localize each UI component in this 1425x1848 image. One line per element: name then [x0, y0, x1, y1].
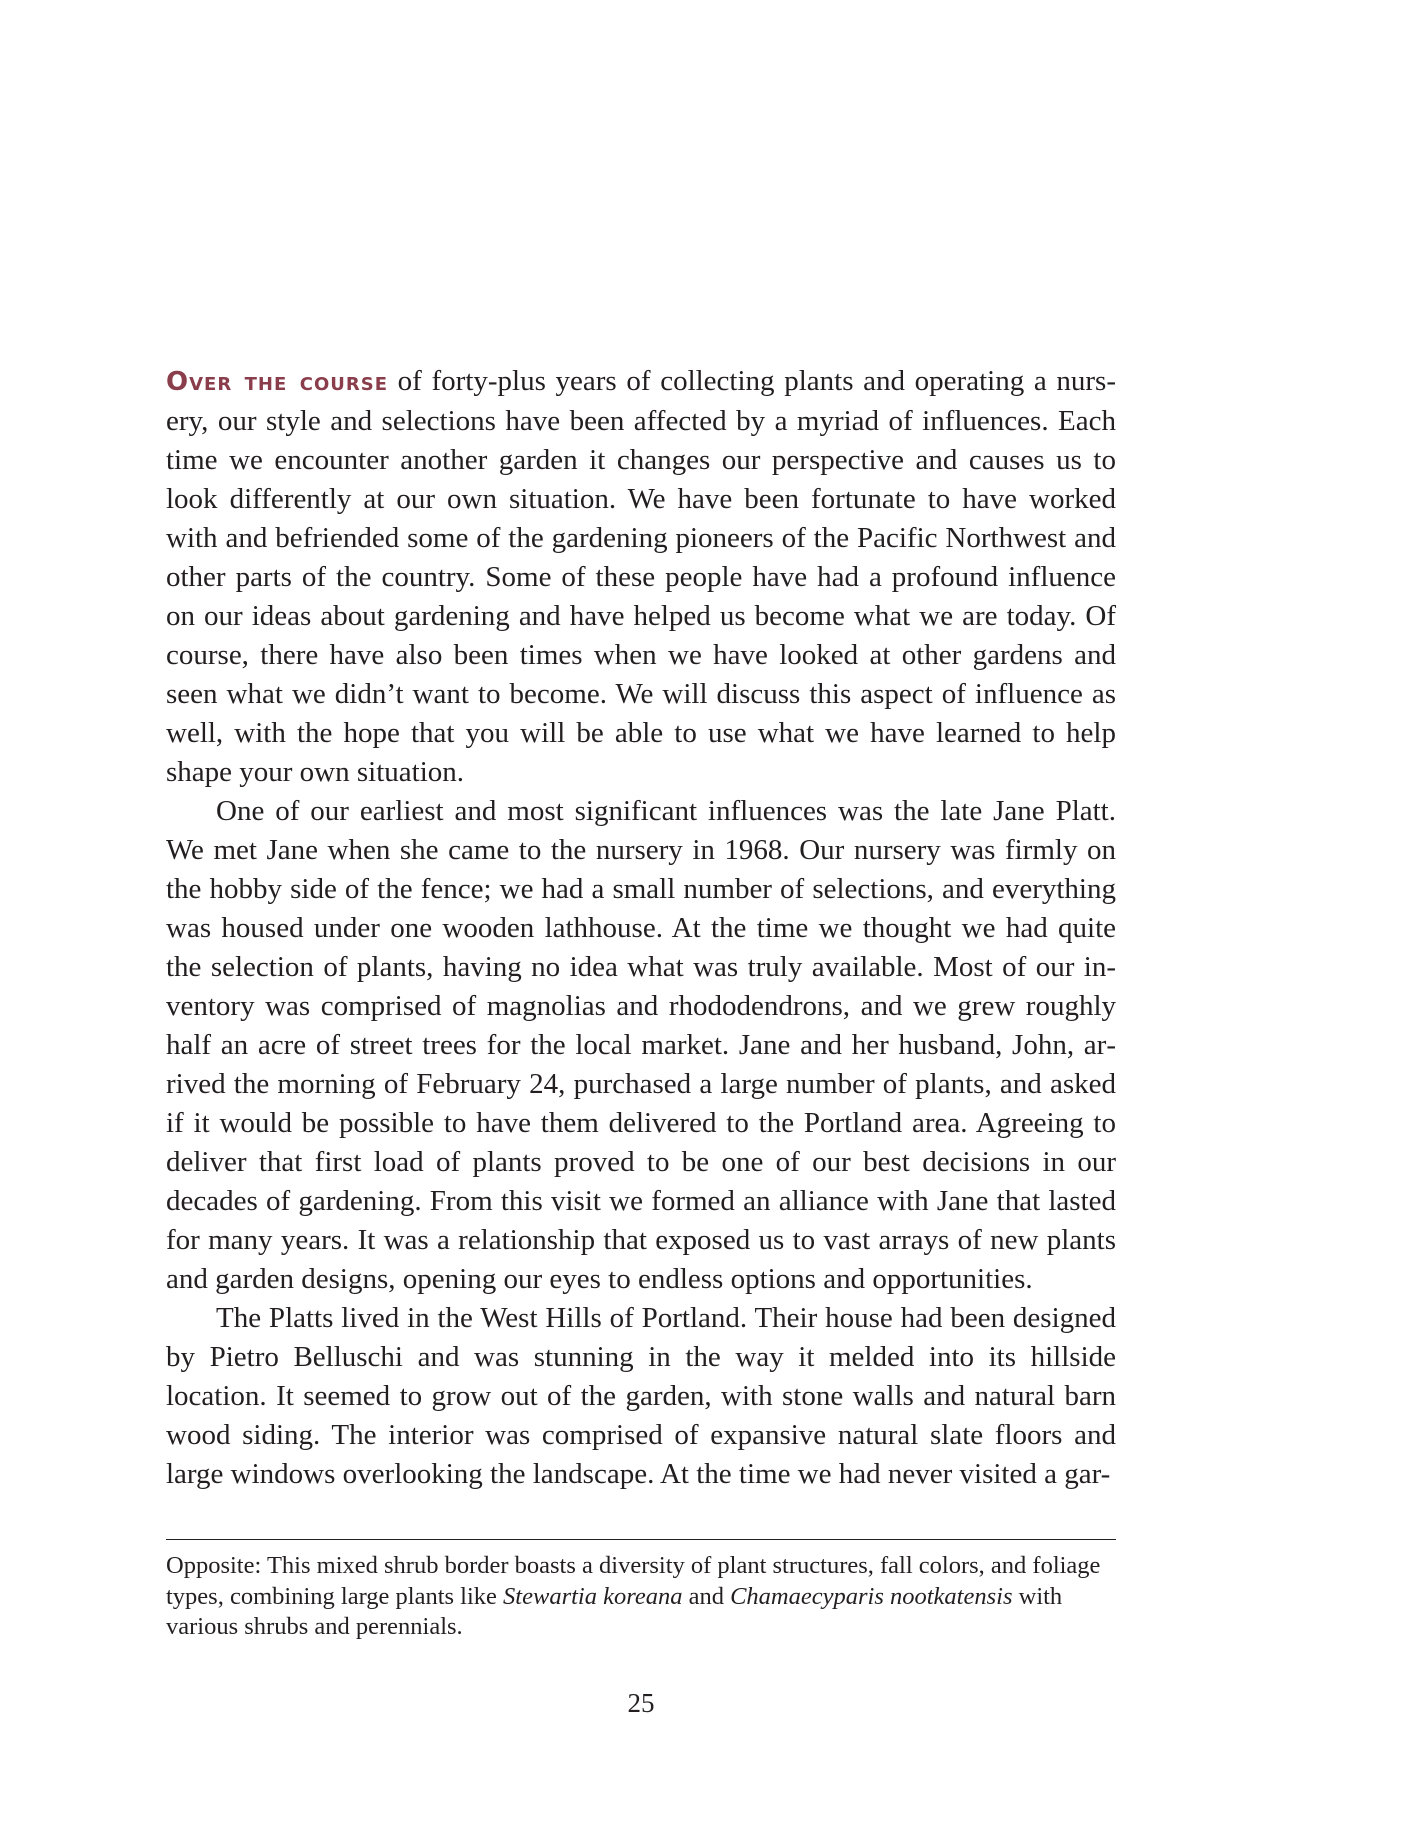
caption-species-2: Chamaecyparis nootkatensis [730, 1582, 1013, 1610]
paragraph-1-text: of forty-plus years of collecting plants and operating a nursery, our style and selections have been affected by a myriad of influences. Each time we encounter another garden it changes our perspective and causes us to look differently at our own situation. We have been fortunate to have worked with and befriended some of the gardening pioneers of the Pacific Northwest and other parts of the country. Some of these people have had a profound influence on our ideas about gardening and have helped us become what we are today. Of course, there have also been times when we have looked at other gardens and seen what we didn’t want to become. We will discuss this aspect of influence as well, with the hope that you will be able to use what we have learned to help shape your own situation. [166, 365, 1117, 788]
paragraph-2: One of our earliest and most significant influences was the late Jane Platt. We met Jane when she came to the nursery in 1968. Our nursery was firmly on the hobby side of the fence; we had a small number of selections, and everything was housed under one wooden lathhouse. At the time we thought we had quite the selection of plants, having no idea what was truly available. Most of our inventory was comprised of magnolias and rhododendrons, and we grew roughly half an acre of street trees for the local market. Jane and her husband, John, arrived the morning of February 24, purchased a large number of plants, and asked if it would be possible to have them delivered to the Portland area. Agreeing to deliver that first load of plants proved to be one of our best decisions in our decades of gardening. From this visit we formed an alliance with Jane that lasted for many years. It was a relationship that exposed us to vast arrays of new plants and garden designs, opening our eyes to endless options and opportunities. [166, 795, 1116, 1295]
lead-in: Over the course [166, 367, 389, 397]
paragraph-3: The Platts lived in the West Hills of Portland. Their house had been designed by Pietro Belluschi and was stunning in the way it melded into its hillside location. It seemed to grow out of the garden, with stone walls and natural barn wood siding. The interior was comprised of expansive natural slate floors and large windows overlooking the landscape. At the time we had never visited a gar- [166, 1302, 1116, 1490]
caption-lead: Opposite: This mixed shrub border boasts a diversity of plant structures, fall colors, and foliage types, combining large plants like [166, 1552, 1101, 1610]
caption-divider [166, 1539, 1116, 1540]
caption-tail: with various shrubs and perennials. [166, 1582, 1063, 1640]
body-text [166, 362, 1116, 1494]
paragraph-1 [166, 362, 1116, 792]
figure-caption [166, 1551, 1116, 1643]
caption-species-1: Stewartia koreana [503, 1582, 683, 1610]
page-number: 25 [627, 1688, 655, 1718]
caption-joiner: and [682, 1582, 731, 1610]
